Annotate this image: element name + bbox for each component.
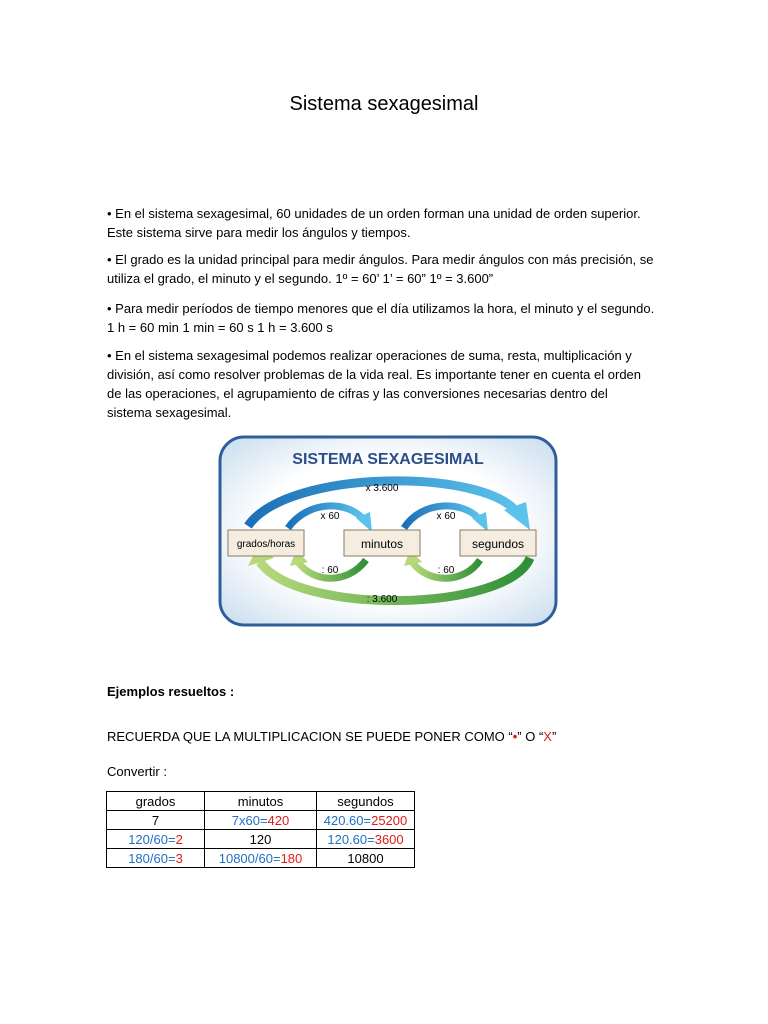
label-left-multiply: x 60 bbox=[320, 511, 340, 522]
table-row bbox=[107, 830, 415, 849]
header-grados: grados bbox=[107, 792, 205, 811]
dot-symbol: • bbox=[512, 729, 518, 744]
sexagesimal-diagram bbox=[218, 434, 558, 628]
cell-grados bbox=[107, 849, 205, 868]
cell-segment: 420 bbox=[267, 812, 290, 828]
cell-segment: 120.60= bbox=[327, 831, 375, 847]
cell-minutos bbox=[205, 811, 317, 830]
cell-segment: 25200 bbox=[371, 812, 408, 828]
conversion-table bbox=[106, 791, 415, 868]
box-label-segundos: segundos bbox=[471, 537, 525, 551]
cell-segment: 3 bbox=[175, 850, 183, 866]
label-right-divide: : 60 bbox=[437, 565, 455, 576]
multiplication-reminder: RECUERDA QUE LA MULTIPLICACION SE PUEDE PONER COMO “•” O “X” bbox=[107, 729, 557, 744]
cell-segment: 180 bbox=[280, 850, 303, 866]
paragraph-definition: • En el sistema sexagesimal, 60 unidades de un orden forman una unidad de orden superior. Este sistema sirve para medir los ángulos y tiempos. bbox=[107, 206, 641, 240]
convert-label: Convertir : bbox=[107, 764, 167, 779]
box-label-minutos: minutos bbox=[360, 537, 404, 551]
table-row bbox=[107, 811, 415, 830]
cell-grados bbox=[107, 811, 205, 830]
paragraph-operations: • En el sistema sexagesimal podemos realizar operaciones de suma, resta, multiplicación y división, así como resolver problemas de la vida real. Es importante tener en cuenta el orden de las operaciones, el agrupamiento de cifras y las conversiones necesarias dentro del sistema sexagesimal. bbox=[107, 348, 642, 420]
label-right-multiply: x 60 bbox=[436, 511, 456, 522]
label-outer-divide: : 3.600 bbox=[366, 594, 398, 605]
cell-segment: 10800 bbox=[347, 850, 384, 866]
cell-segment: 180/60= bbox=[128, 850, 176, 866]
table-header-row bbox=[107, 792, 415, 811]
cell-segment: 420.60= bbox=[323, 812, 372, 828]
cell-segundos bbox=[317, 811, 415, 830]
label-outer-multiply: x 3.600 bbox=[365, 483, 399, 494]
header-minutos: minutos bbox=[205, 792, 317, 811]
cell-segment: 120 bbox=[249, 831, 272, 847]
cell-segment: 120/60= bbox=[128, 831, 176, 847]
cell-segment: 2 bbox=[175, 831, 183, 847]
paragraph-time: • Para medir períodos de tiempo menores que el día utilizamos la hora, el minuto y el segundo. 1 h = 60 min 1 min = 60 s 1 h = 3.600 s bbox=[107, 301, 655, 335]
x-symbol: X bbox=[543, 729, 552, 744]
box-label-grados-horas: grados/horas bbox=[236, 539, 296, 550]
cell-minutos bbox=[205, 849, 317, 868]
cell-segment: 10800/60= bbox=[218, 850, 281, 866]
table-row bbox=[107, 849, 415, 868]
page-title: Sistema sexagesimal bbox=[289, 93, 479, 115]
cell-segundos bbox=[317, 830, 415, 849]
diagram-title: SISTEMA SEXAGESIMAL bbox=[292, 451, 484, 468]
header-segundos: segundos bbox=[317, 792, 415, 811]
paragraph-angles: • El grado es la unidad principal para medir ángulos. Para medir ángulos con más precisión, se utiliza el grado, el minuto y el segundo. 1º = 60’ 1’ = 60” 1º = 3.600” bbox=[107, 252, 654, 286]
examples-heading: Ejemplos resueltos : bbox=[107, 684, 235, 699]
cell-segment: 7x60= bbox=[231, 812, 268, 828]
cell-segment: 3600 bbox=[374, 831, 404, 847]
label-left-divide: : 60 bbox=[321, 565, 339, 576]
cell-segment: 7 bbox=[151, 812, 160, 828]
cell-segundos bbox=[317, 849, 415, 868]
cell-minutos bbox=[205, 830, 317, 849]
cell-grados bbox=[107, 830, 205, 849]
